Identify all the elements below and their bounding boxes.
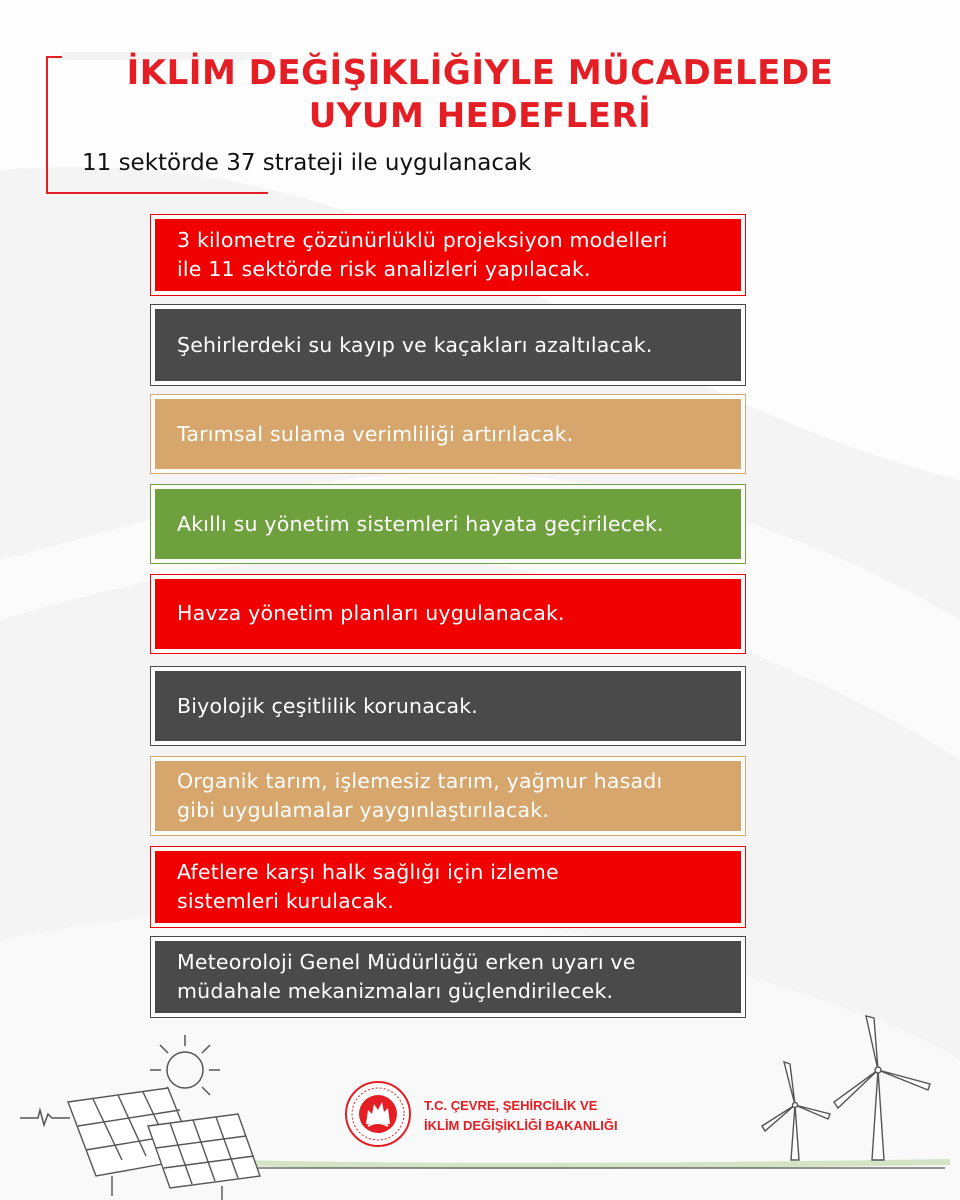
page-title <box>0 52 960 138</box>
goal-item <box>150 214 746 296</box>
title-line-1: İKLİM DEĞİŞİKLİĞİYLE MÜCADELEDE <box>126 53 834 93</box>
goal-text-line-1: 3 kilometre çözünürlüklü projeksiyon modelleri <box>177 228 668 252</box>
goal-item <box>150 574 746 654</box>
goal-text-line-2: sistemleri kurulacak. <box>177 889 394 913</box>
goal-text-line-2: müdahale mekanizmaları güçlendirilecek. <box>177 979 614 1003</box>
goal-text-line-2: gibi uygulamalar yaygınlaştırılacak. <box>177 798 550 822</box>
goal-item <box>150 484 746 564</box>
wind-turbine-icon <box>762 1016 930 1160</box>
page-subtitle: 11 sektörde 37 strateji ile uygulanacak <box>82 150 532 176</box>
ministry-seal-icon <box>344 1080 412 1148</box>
goal-item <box>150 846 746 928</box>
goal-text-line-2: ile 11 sektörde risk analizleri yapılacak. <box>177 257 591 281</box>
goal-item <box>150 394 746 474</box>
goal-item <box>150 304 746 386</box>
goal-text-line-1: Organik tarım, işlemesiz tarım, yağmur hasadı <box>177 769 663 793</box>
goal-text-line-1: Tarımsal sulama verimliliği artırılacak. <box>177 421 574 446</box>
solar-panel-icon <box>68 1088 260 1200</box>
ministry-name <box>424 1096 618 1136</box>
goal-item <box>150 756 746 836</box>
goal-text-line-1: Şehirlerdeki su kayıp ve kaçakları azaltılacak. <box>177 332 653 357</box>
goal-text-line-1: Havza yönetim planları uygulanacak. <box>177 601 565 625</box>
goal-item <box>150 666 746 746</box>
ministry-name-line-2: İKLİM DEĞİŞİKLİĞİ BAKANLIĞI <box>424 1118 618 1133</box>
ministry-name-line-1: T.C. ÇEVRE, ŞEHİRCİLİK VE <box>424 1098 598 1113</box>
goal-text-line-1: Meteoroloji Genel Müdürlüğü erken uyarı ve <box>177 950 636 974</box>
goal-text-line-1: Afetlere karşı halk sağlığı için izleme <box>177 860 559 884</box>
title-line-2: UYUM HEDEFLERİ <box>308 96 652 136</box>
goal-item <box>150 936 746 1018</box>
sun-icon <box>150 1035 220 1095</box>
goal-text-line-1: Biyolojik çeşitlilik korunacak. <box>177 693 478 718</box>
goal-text-line-1: Akıllı su yönetim sistemleri hayata geçirilecek. <box>177 511 664 536</box>
